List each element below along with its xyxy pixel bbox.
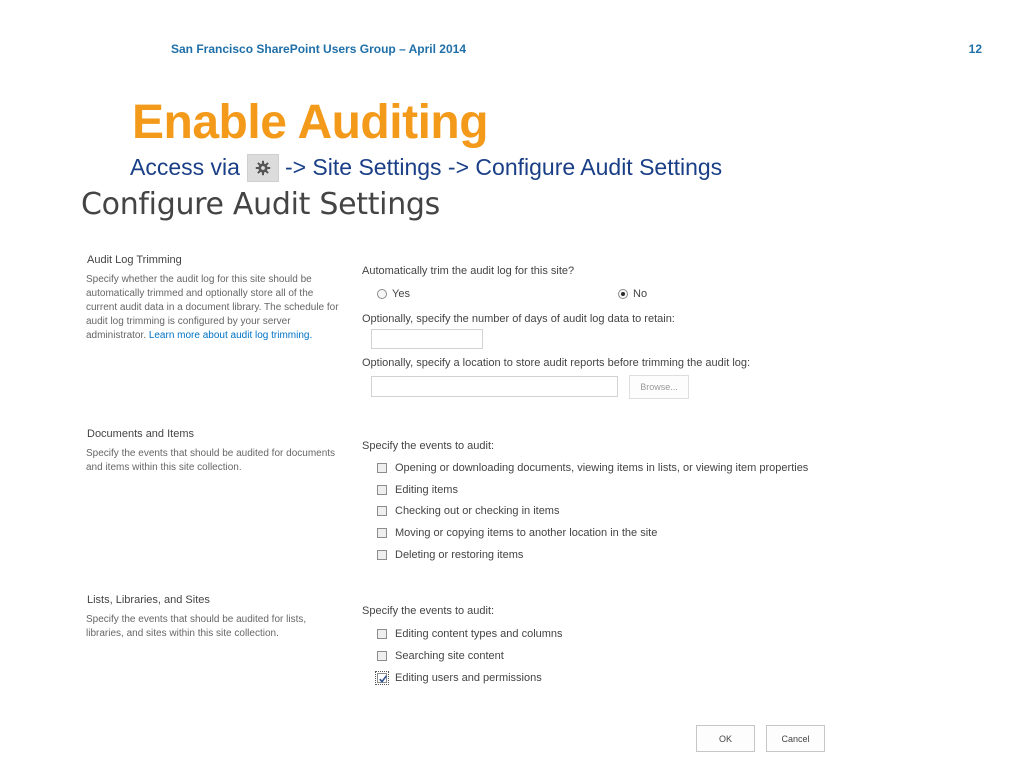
location-input[interactable] — [371, 376, 618, 397]
ok-button[interactable]: OK — [696, 725, 755, 752]
radio-yes-label: Yes — [392, 288, 410, 300]
slide-title: Enable Auditing — [132, 96, 489, 149]
days-retain-input[interactable] — [371, 329, 483, 349]
subtitle-prefix: Access via — [130, 153, 240, 180]
radio-no-label: No — [633, 288, 648, 300]
checkmark-icon — [378, 674, 388, 684]
checkbox-opening[interactable] — [377, 463, 387, 473]
checkbox-editing-items[interactable] — [377, 485, 387, 495]
browse-button[interactable]: Browse... — [629, 375, 689, 399]
checkbox-content-types-label: Editing content types and columns — [395, 628, 563, 640]
checkbox-editing-items-label: Editing items — [395, 484, 458, 496]
section-description-documents: Specify the events that should be audited for documents and items within this site collection. — [86, 448, 336, 473]
cancel-button[interactable]: Cancel — [766, 725, 825, 752]
slide-number: 12 — [968, 42, 982, 56]
slide-subtitle — [130, 153, 722, 181]
radio-yes-option[interactable] — [377, 288, 410, 300]
section-title-trimming: Audit Log Trimming — [87, 254, 182, 266]
checkbox-content-types[interactable] — [377, 629, 387, 639]
checkbox-checkout[interactable] — [377, 506, 387, 516]
section-description-trimming — [86, 273, 341, 343]
checkbox-permissions[interactable] — [377, 673, 387, 683]
days-retain-label: Optionally, specify the number of days of audit log data to retain: — [362, 313, 675, 325]
checkbox-row-editing-items[interactable] — [377, 484, 458, 496]
slide-header-text: San Francisco SharePoint Users Group – April 2014 — [171, 42, 466, 56]
checkbox-row-opening[interactable] — [377, 462, 808, 474]
learn-more-link[interactable]: Learn more about audit log trimming. — [148, 330, 313, 341]
section-title-lists: Lists, Libraries, and Sites — [87, 594, 210, 606]
subtitle-suffix: -> Site Settings -> Configure Audit Settings — [284, 153, 723, 180]
radio-yes[interactable] — [377, 289, 387, 299]
checkbox-permissions-label: Editing users and permissions — [395, 672, 542, 684]
section-title-documents: Documents and Items — [87, 428, 194, 440]
checkbox-row-content-types[interactable] — [377, 628, 563, 640]
trim-question-label: Automatically trim the audit log for this site? — [362, 265, 575, 277]
location-label: Optionally, specify a location to store audit reports before trimming the audit log: — [362, 357, 751, 369]
checkbox-searching[interactable] — [377, 651, 387, 661]
checkbox-row-deleting[interactable] — [377, 549, 523, 561]
checkbox-deleting[interactable] — [377, 550, 387, 560]
checkbox-moving-label: Moving or copying items to another location in the site — [395, 527, 658, 539]
checkbox-row-moving[interactable] — [377, 527, 657, 539]
gear-icon — [247, 154, 279, 182]
checkbox-searching-label: Searching site content — [395, 650, 504, 662]
radio-no[interactable] — [618, 289, 628, 299]
page-title: Configure Audit Settings — [81, 187, 440, 222]
section-description-lists: Specify the events that should be audited for lists, libraries, and sites within this site collection. — [86, 614, 307, 639]
checkbox-row-checkout[interactable] — [377, 505, 559, 517]
checkbox-row-permissions[interactable] — [377, 672, 542, 684]
checkbox-deleting-label: Deleting or restoring items — [395, 549, 524, 561]
checkbox-opening-label: Opening or downloading documents, viewing items in lists, or viewing item properties — [395, 462, 809, 474]
radio-no-option[interactable] — [618, 288, 647, 300]
lists-events-label: Specify the events to audit: — [362, 605, 495, 617]
checkbox-checkout-label: Checking out or checking in items — [395, 505, 560, 517]
checkbox-moving[interactable] — [377, 528, 387, 538]
trimming-description-text: Specify whether the audit log for this site should be automatically trimmed and optionally store all of the current audit data in a document library. The schedule for audit log trimming is configured by your server administrator. — [86, 274, 339, 341]
documents-events-label: Specify the events to audit: — [362, 440, 495, 452]
checkbox-row-searching[interactable] — [377, 650, 504, 662]
